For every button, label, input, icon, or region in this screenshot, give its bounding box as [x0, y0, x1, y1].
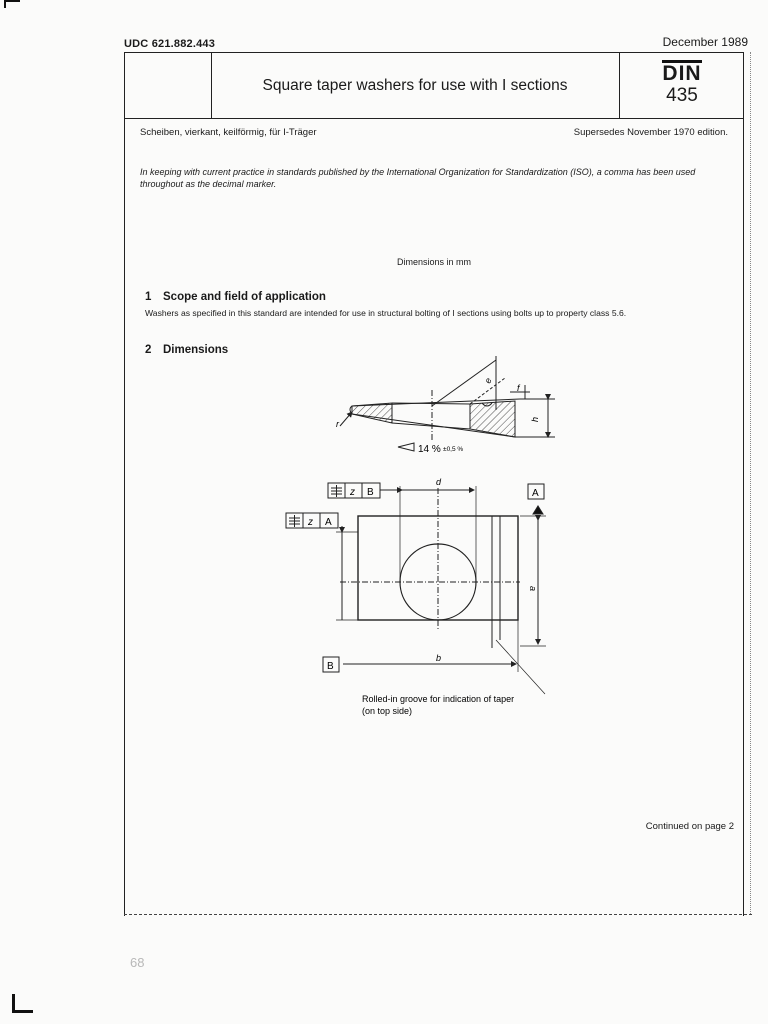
groove-leader — [496, 640, 545, 694]
continued-note: Continued on page 2 — [645, 821, 734, 832]
radius-leader — [340, 412, 352, 426]
label-d: d — [436, 477, 442, 487]
label-f: f — [517, 383, 520, 393]
section-number: 1 — [145, 291, 152, 303]
taper-tolerance: ±0,5 % — [443, 446, 464, 453]
tolerance-z-1: z — [350, 487, 355, 498]
section-view — [340, 356, 555, 440]
label-r: r — [336, 419, 339, 429]
groove-note-line2: (on top side) — [362, 706, 413, 716]
scan-corner-mark — [12, 994, 33, 1013]
section-title: Dimensions — [163, 344, 229, 356]
title-text: Square taper washers for use with I sections — [262, 76, 568, 94]
din-logo: DIN — [662, 62, 702, 85]
section-number: 2 — [145, 344, 152, 356]
supersedes-note: Supersedes November 1970 edition. — [573, 127, 728, 138]
bottom-rule — [124, 914, 752, 915]
section-title: Scope and field of application — [163, 291, 326, 303]
datum-frames — [286, 483, 544, 672]
label-e: e — [482, 376, 494, 385]
taper-value: 14 % — [418, 444, 441, 455]
datum-a-letter: A — [532, 488, 539, 499]
groove-note-line1: Rolled-in groove for indication of taper — [362, 694, 515, 704]
german-title: Scheiben, vierkant, keilförmig, für I-Träger — [140, 127, 317, 138]
din-number: 435 — [666, 85, 698, 106]
dimensions-unit-note: Dimensions in mm — [396, 257, 472, 267]
label-b: b — [436, 653, 442, 663]
datum-b-letter: B — [327, 661, 334, 672]
scan-edge — [750, 52, 751, 914]
label-h: h — [530, 416, 540, 422]
tolerance-z-2: z — [308, 517, 313, 528]
tolerance-ref-a: A — [325, 517, 332, 528]
iso-decimal-note: In keeping with current practice in standards published by the International Organization for Standardization (ISO), a comma has been used throughout as the decimal marker. — [140, 167, 696, 189]
page-number: 68 — [130, 955, 145, 970]
tolerance-ref-b: B — [367, 487, 374, 498]
datum-a-triangle — [533, 506, 543, 514]
taper-symbol — [398, 443, 414, 451]
section-1-text: Washers as specified in this standard are intended for use in structural bolting of I sections using bolts up to property class 5.6. — [145, 308, 627, 318]
udc-code: UDC 621.882.443 — [124, 38, 216, 50]
label-a: a — [528, 586, 538, 592]
issue-date: December 1989 — [662, 35, 748, 49]
